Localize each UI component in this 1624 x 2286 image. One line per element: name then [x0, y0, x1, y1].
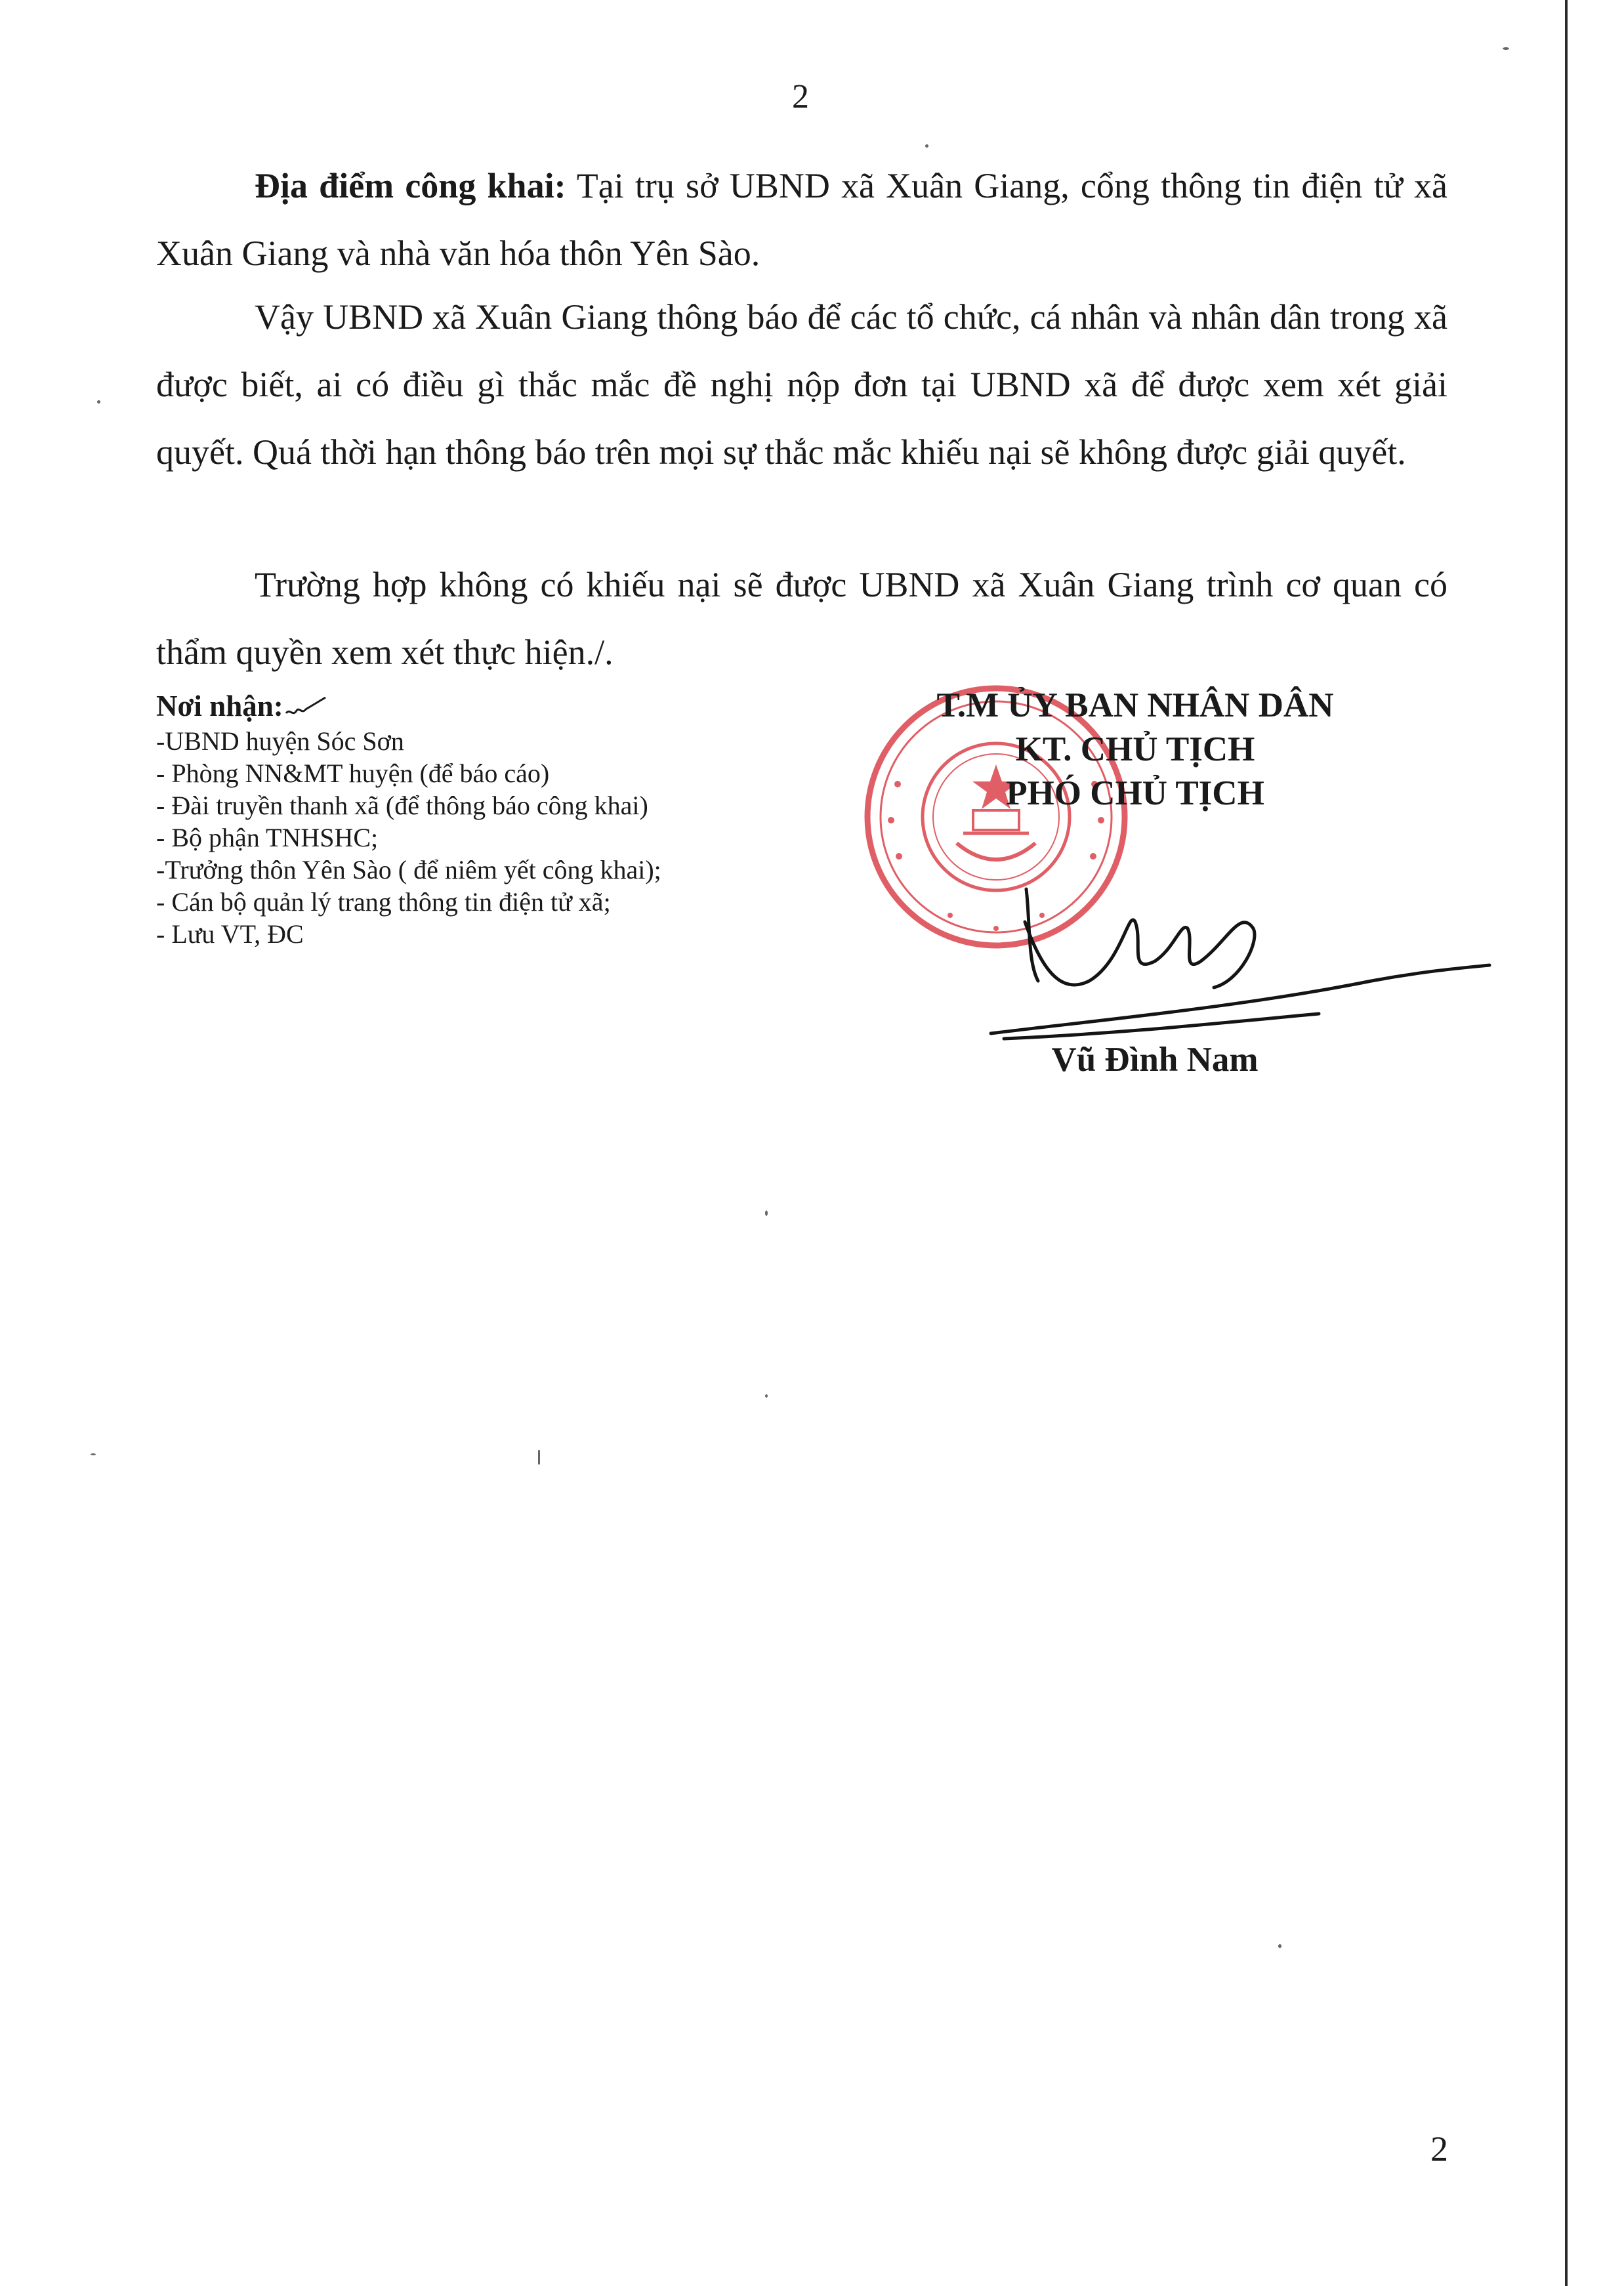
scan-speck [925, 144, 928, 148]
recipient-item: - Phòng NN&MT huyện (để báo cáo) [156, 759, 550, 788]
recipient-item: - Lưu VT, ĐC [156, 919, 304, 949]
scan-margin-line [1565, 0, 1568, 2286]
closing-paragraph: Trường hợp không có khiếu nại sẽ được UBND xã Xuân Giang trình cơ quan có thẩm quyền xem xét thực hiện./. [156, 565, 1447, 672]
scan-speck [765, 1211, 768, 1216]
scan-speck [1278, 1944, 1281, 1948]
signature-block [879, 684, 1391, 816]
recipients-title-text: Nơi nhận: [156, 690, 283, 722]
page-number-bottom: 2 [1430, 2129, 1448, 2169]
notice-paragraph: Vậy UBND xã Xuân Giang thông báo để các tổ chức, cá nhân và nhân dân trong xã được biết, ai có điều gì thắc mắc đề nghị nộp đơn tại UBND xã để được xem xét giải quyết. Quá thời hạn thông báo trên mọi sự thắc mắc khiếu nại sẽ không được giải quyết. [156, 297, 1447, 472]
recipients-list [156, 725, 845, 950]
recipient-item: - Đài truyền thanh xã (để thông báo công khai) [156, 791, 648, 820]
signature-title-line: PHÓ CHỦ TỊCH [1006, 774, 1264, 812]
signature-role-line: KT. CHỦ TỊCH [1015, 730, 1255, 768]
recipients-block [156, 690, 845, 950]
recipient-item: -Trưởng thôn Yên Sào ( để niêm yết công khai); [156, 855, 661, 884]
recipient-item: - Bộ phận TNHSHC; [156, 823, 379, 852]
location-paragraph [156, 152, 1447, 287]
recipients-title [156, 690, 845, 722]
location-text: Tại trụ sở UBND xã Xuân Giang, cổng thông tin điện tử xã Xuân Giang và nhà văn hóa thôn Yên Sào. [156, 166, 1447, 273]
recipient-item: -UBND huyện Sóc Sơn [156, 726, 404, 756]
page-number-top: 2 [792, 78, 809, 115]
location-label: Địa điểm công khai: [255, 166, 566, 205]
scan-speck [97, 400, 100, 404]
signer-name: Vũ Đình Nam [1051, 1041, 1259, 1079]
scan-speck [91, 1453, 96, 1455]
handwritten-signature [965, 883, 1509, 1053]
recipient-item: - Cán bộ quản lý trang thông tin điện tử xã; [156, 887, 611, 917]
initial-tick-icon [283, 695, 329, 721]
signature-authority-line: T.M ỦY BAN NHÂN DÂN [936, 686, 1334, 724]
scan-speck [765, 1394, 768, 1398]
scan-speck [538, 1450, 540, 1465]
scan-speck [1503, 47, 1509, 50]
